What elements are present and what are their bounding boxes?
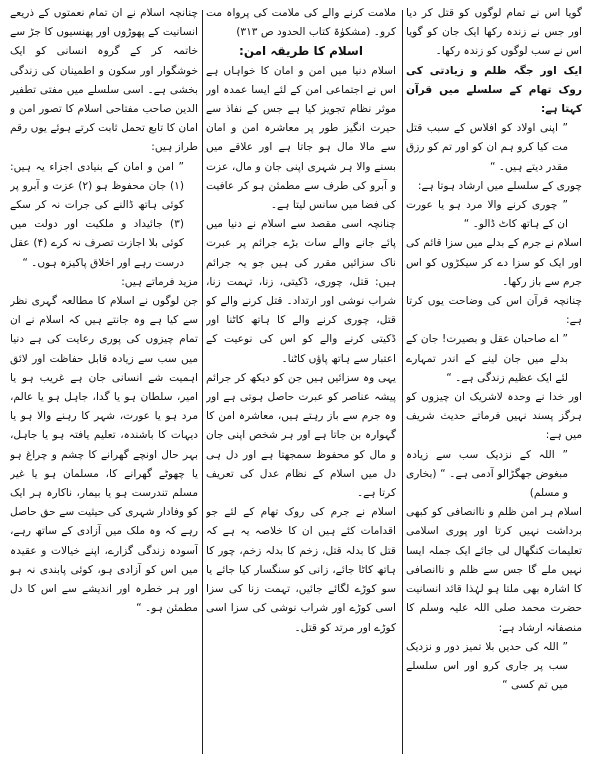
column-middle xyxy=(206,4,396,760)
quotation: ” اپنی اولاد کو افلاس کے سبب قتل مت کیا کرو ہم ان کو اور تم کو رزق مقدر دیتے ہیں۔ “ xyxy=(406,122,568,173)
quotation: ” اللہ کے نزدیک سب سے زیادہ مبغوض جھگڑالو آدمی ہے۔ “ (بخاری و مسلم) xyxy=(406,448,568,500)
paragraph: چنانچہ اسلام نے ان تمام نعمتوں کے ذریعے انسانیت کے پھوڑوں اور پھنسیوں کا جڑ سے خاتمہ کر کے گروہ انسانی کو ایک خوشگوار اور سکون و اطمینان کی زندگی بخشی ہے۔ اسی سلسلے میں مفتی تطفیر الدین صاحب مفتاحی اسلام کا تصور امن و امان کا تابع تحمل ثابت کرتے ہوئے یوں رقم طراز ہیں: xyxy=(10,7,198,154)
quotation: ” اللہ کی حدیں بلا تمیز دور و نزدیک سب پر جاری کرو اور اس سلسلے میں تم کسی “ xyxy=(406,640,568,692)
urdu-article-page xyxy=(6,4,584,760)
column-divider-left xyxy=(202,10,203,754)
quotation: ” چوری کرنے والا مرد ہو یا عورت ان کے ہاتھ کاٹ ڈالو۔ “ xyxy=(406,199,568,231)
paragraph: اسلام دنیا میں امن و امان کا خواہاں ہے اس نے اجتماعی امن کے لئے ایسا عمدہ اور موثر نظام تجویز کیا ہے جس کے نفاذ سے حیرت انگیز طور پر معاشرہ امن و امان سے مالا مال ہو جاتا ہے اور علاقے میں بسنے والا ہر شہری اپنی جان و مال، عزت و آبرو کی طرف سے مطمئن ہو کر عافیت کی فضا میں سانس لیتا ہے۔ xyxy=(206,64,396,212)
column-divider-right xyxy=(402,10,403,754)
section-heading: اسلام کا طریقہ امن: xyxy=(239,44,363,59)
paragraph: اسلام نے جرم کی روک تھام کے لئے جو اقدامات کئے ہیں ان کا خلاصہ یہ ہے کہ قتل کا بدلہ قتل، زخم کا بدلہ زخم، چور کا ہاتھ کاٹا جائے، زانی کو سنگسار کیا جائے یا سو کوڑے لگائے جائیں، تہمت زنا کی سزا اسی کوڑے اور شراب نوشی کی سزا اسی کوڑے اور مرتد کو قتل۔ xyxy=(206,506,396,634)
quotation: ” امن و امان کے بنیادی اجزاء یہ ہیں: (۱) جان محفوظ ہو (۲) عزت و آبرو پر کوئی ہاتھ ڈالنے کی جرات نہ کر سکے (۳) جائیداد و ملکیت اور دولت میں کوئی بلا اجازت تصرف نہ کرے (۴) عقل درست رہے اور اخلاق پاکیزہ ہوں۔ “ xyxy=(10,160,184,269)
paragraph: ملامت کرنے والے کی ملامت کی پرواہ مت کرو۔ (مشکوٰۃ کتاب الحدود ص ۳۱۳) xyxy=(206,7,396,39)
paragraph: گویا اس نے تمام لوگوں کو قتل کر دیا اور جس نے زندہ رکھا ایک جان کو گویا اس نے سب لوگوں کو زندہ رکھا۔ xyxy=(406,7,582,58)
paragraph: جن لوگوں نے اسلام کا مطالعہ گہری نظر سے کیا ہے وہ جانتے ہیں کہ اسلام نے ان تمام چیزوں کی پوری رعایت کی ہے دنیا میں سب سے زیادہ قابل حفاظت اور لائق اہمیت شے انسانی جان ہے غریب ہو یا امیر، سلطان ہو یا گدا، جاہل ہو یا عالم، مرد ہو یا عورت، شہر کا رہنے والا ہو یا دیہات کا باشندہ، تعلیم یافتہ ہو یا جاہل، بہر حال اونچے گھرانے کا چشم و چراغ ہو یا چھوٹے گھرانے کا، مسلمان ہو یا غیر مسلم تندرست ہو یا بیمار، ناکارہ ہر ایک کو وفادار شہری کی حیثیت سے حق حاصل رہے کہ وہ ملک میں آزادی کے ساتھ رہے، آسودہ زندگی گزارے، اپنے خیالات و عقیدہ میں اس کو آزادی ہو، کوئی پابندی نہ ہو اور ہر خطرہ اور اندیشے سے اس کا دل مطمئن ہو۔ “ xyxy=(10,295,198,615)
paragraph: ایک اور جگہ ظلم و زیادتی کی روک تھام کے سلسلے میں قرآن کہتا ہے: xyxy=(406,64,582,116)
paragraph: اور خدا نے وحدہ لاشریک ان چیزوں کو ہرگز پسند نہیں فرماتے حدیث شریف میں ہے: xyxy=(406,391,582,442)
paragraph: اسلام ہر امن ظلم و ناانصافی کو کبھی برداشت نہیں کرتا اور پوری اسلامی تعلیمات کنگھال لی جائے ایک جملہ ایسا نہیں ملے گا جس سے ظلم و ناانصافی کا اشارہ بھی ملتا ہو لہٰذا قائد انسانیت حضرت محمد صلی اللہ علیہ وسلم کا منصفانہ ارشاد ہے: xyxy=(406,506,582,634)
paragraph: یہی وہ سزائیں ہیں جن کو دیکھ کر جرائم پیشہ عناصر کو عبرت حاصل ہوتی ہے اور وہ جرم سے باز رہتے ہیں، معاشرہ امن کا گہوارہ بن جاتا ہے اور ہر شخص اپنی جان و مال کو محفوظ سمجھتا ہے اور دل ہی دل میں اسلام کے نظام عدل کی تعریف کرتا ہے۔ xyxy=(206,371,396,500)
paragraph: چنانچہ اسی مقصد سے اسلام نے دنیا میں پائے جانے والے سات بڑے جرائم پر عبرت ناک سزائیں مقرر کی ہیں جو یہ جرائم ہیں: قتل، چوری، ڈکیتی، زنا، تہمت زنا، شراب نوشی اور ارتداد۔ قتل کرنے والے کو قتل، چوری کرنے والے کا ہاتھ کاٹنا اور ڈکیتی کرنے والے کو اس کی نوعیت کے اعتبار سے ہاتھ پاؤں کاٹنا۔ xyxy=(206,218,396,365)
column-right xyxy=(406,4,582,760)
paragraph: چوری کے سلسلے میں ارشاد ہوتا ہے: xyxy=(417,179,582,192)
column-left xyxy=(10,4,198,760)
paragraph: چنانچہ قرآن اس کی وضاحت یوں کرتا ہے: xyxy=(406,295,582,327)
paragraph: اسلام نے جرم کے بدلے میں سزا قائم کی اور ایک کو سزا دے کر سیکڑوں کو اس جرم سے باز رکھا۔ xyxy=(406,237,582,288)
paragraph: مزید فرماتے ہیں: xyxy=(121,275,198,288)
quotation: ” اے صاحبان عقل و بصیرت! جان کے بدلے میں جان لینے کے اندر تمہارے لئے ایک عظیم زندگی ہے۔ “ xyxy=(406,333,568,384)
